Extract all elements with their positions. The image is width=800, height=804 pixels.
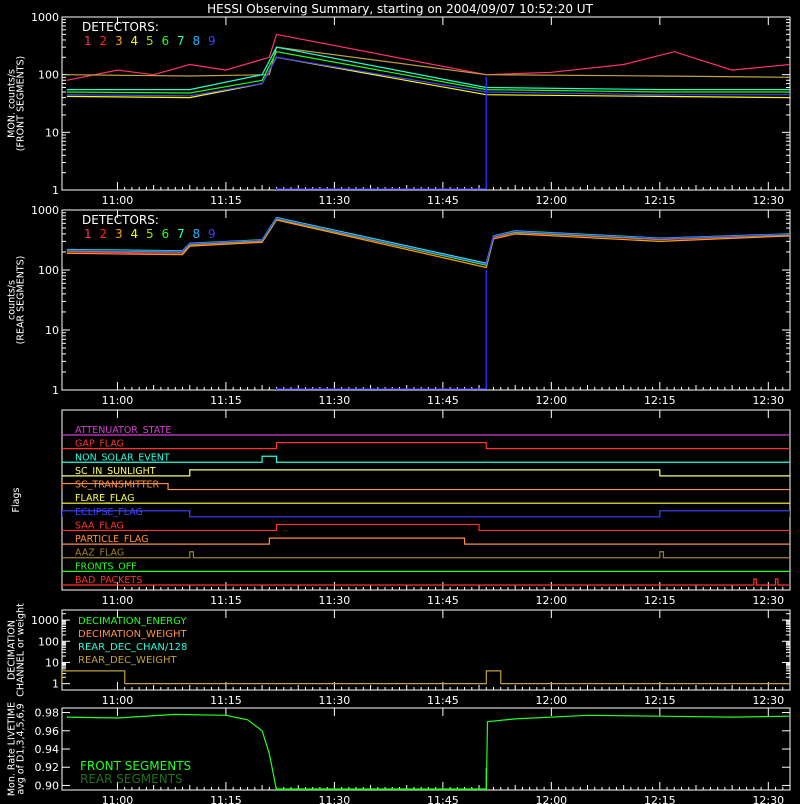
xtick-label-livetime: 11:30 [318,794,351,804]
detector-number-4: 4 [130,34,139,48]
ylabel-rear-1: (REAR SEGMENTS) [15,255,27,345]
ylabel-decimation-1: CHANNEL or weight [15,603,27,697]
xtick-label-livetime: 11:00 [101,794,134,804]
detector-number-8: 8 [192,34,201,48]
flag-label-flare_flag: FLARE_FLAG [75,493,135,505]
xtick-label-front: 11:45 [427,194,459,207]
xtick-label-decimation: 11:45 [427,694,459,707]
ytick-label-livetime: 0.92 [34,761,59,775]
detector-number-6: 6 [161,227,170,241]
xtick-label-front: 11:30 [318,194,351,207]
xtick-label-rear: 12:00 [535,394,568,407]
flag-label-sc_transmitter: SC_TRANSMITTER [75,479,160,491]
xtick-label-front: 12:00 [535,194,568,207]
ytick-label-livetime: 0.96 [34,724,59,738]
xtick-label-flags: 12:00 [535,594,568,607]
xtick-label-flags: 11:15 [210,594,242,607]
ytick-label-decimation: 1 [52,677,59,691]
xtick-label-flags: 11:30 [318,594,351,607]
flag-label-gap_flag: GAP_FLAG [75,438,125,450]
detector-number-1: 1 [84,227,92,241]
ytick-label-rear: 1 [52,384,59,397]
detector-number-3: 3 [115,227,123,241]
detectors-label: DETECTORS: [82,20,159,34]
flag-label-sc_in_sunlight: SC_IN_SUNLIGHT [75,465,156,477]
ytick-label-front: 10 [45,126,59,140]
ytick-label-rear: 10 [45,324,59,337]
xtick-label-livetime: 12:00 [535,794,568,804]
ytick-label-livetime: 0.94 [34,743,59,756]
xtick-label-decimation: 11:00 [101,694,134,707]
flag-label-aaz_flag: AAZ_FLAG [75,547,125,559]
detector-number-7: 7 [177,34,185,48]
legend-decimation-1: DECIMATION_WEIGHT [78,629,187,640]
ytick-label-front: 1 [52,184,59,197]
detector-number-8: 8 [192,227,201,241]
flag-label-bad_packets: BAD_PACKETS [75,575,143,586]
ylabel-livetime-0: Mon. Rate LIVETIME [6,701,18,797]
ytick-label-livetime: 0.98 [34,706,59,720]
ytick-label-front: 1000 [31,11,59,24]
xtick-label-decimation: 12:30 [752,694,785,707]
xtick-label-livetime: 11:15 [210,794,242,804]
xtick-label-flags: 11:00 [101,594,134,607]
legend-decimation-3: REAR_DEC_WEIGHT [78,655,177,666]
xtick-label-front: 12:15 [643,194,676,207]
flag-label-fronts_off: FRONTS_OFF [75,561,137,573]
xtick-label-front: 11:15 [210,194,242,207]
ytick-label-decimation: 100 [38,635,59,649]
xtick-label-front: 11:00 [101,194,134,207]
ytick-label-rear: 100 [38,264,59,277]
flag-label-eclipse_flag: ECLIPSE_FLAG [75,506,143,518]
xtick-label-flags: 11:45 [427,594,459,607]
detector-number-5: 5 [146,34,154,48]
detector-number-7: 7 [177,227,185,241]
legend-decimation-0: DECIMATION_ENERGY [78,616,187,627]
flag-label-particle_flag: PARTICLE_FLAG [75,534,149,546]
xtick-label-decimation: 12:15 [643,694,676,707]
legend-decimation-2: REAR_DEC_CHAN/128 [78,642,188,653]
xtick-label-rear: 11:00 [101,394,134,407]
xtick-label-front: 12:30 [752,194,785,207]
legend-livetime-0: FRONT SEGMENTS [80,759,192,773]
flag-label-non_solar_event: NON_SOLAR_EVENT [75,452,170,464]
detector-number-1: 1 [84,34,92,48]
detectors-label: DETECTORS: [82,213,159,227]
xtick-label-rear: 11:15 [210,394,242,407]
ylabel-rear-0: counts/s [6,280,18,320]
detector-number-4: 4 [130,227,139,241]
figure-title: HESSI Observing Summary, starting on 2004/09/07 10:52:20 UT [207,2,593,16]
xtick-label-livetime: 11:45 [427,794,459,804]
detector-number-9: 9 [208,34,216,48]
ytick-label-livetime: 0.90 [34,779,59,793]
xtick-label-rear: 12:15 [643,394,676,407]
ylabel-front-0: MON. counts/s [6,69,18,138]
xtick-label-livetime: 12:30 [752,794,785,804]
xtick-label-decimation: 12:00 [535,694,568,707]
detector-number-2: 2 [99,227,108,241]
detector-number-3: 3 [115,34,123,48]
xtick-label-rear: 11:45 [427,394,459,407]
ylabel-decimation-0: DECIMATION [6,620,18,680]
xtick-label-flags: 12:15 [643,594,676,607]
ylabel-flags-0: Flags [11,487,22,513]
flag-label-saa_flag: SAA_FLAG [75,520,124,532]
legend-livetime-1: REAR SEGMENTS [80,772,183,786]
detector-number-2: 2 [99,34,108,48]
xtick-label-rear: 11:30 [318,394,351,407]
ylabel-livetime-1: avg of D1,3,4,5,6,9 [15,703,27,795]
ylabel-front-1: (FRONT SEGMENTS) [15,55,27,152]
ytick-label-decimation: 1000 [31,614,59,628]
ytick-label-front: 100 [38,68,59,82]
detector-number-9: 9 [208,227,216,241]
detector-number-6: 6 [161,34,170,48]
xtick-label-decimation: 11:30 [318,694,351,707]
xtick-label-rear: 12:30 [752,394,785,407]
flag-label-attenuator_state: ATTENUATOR_STATE [75,425,172,436]
xtick-label-flags: 12:30 [752,594,785,607]
detector-number-5: 5 [146,227,154,241]
ytick-label-decimation: 10 [45,656,59,670]
xtick-label-livetime: 12:15 [643,794,676,804]
xtick-label-decimation: 11:15 [210,694,242,707]
ytick-label-rear: 1000 [31,204,59,217]
